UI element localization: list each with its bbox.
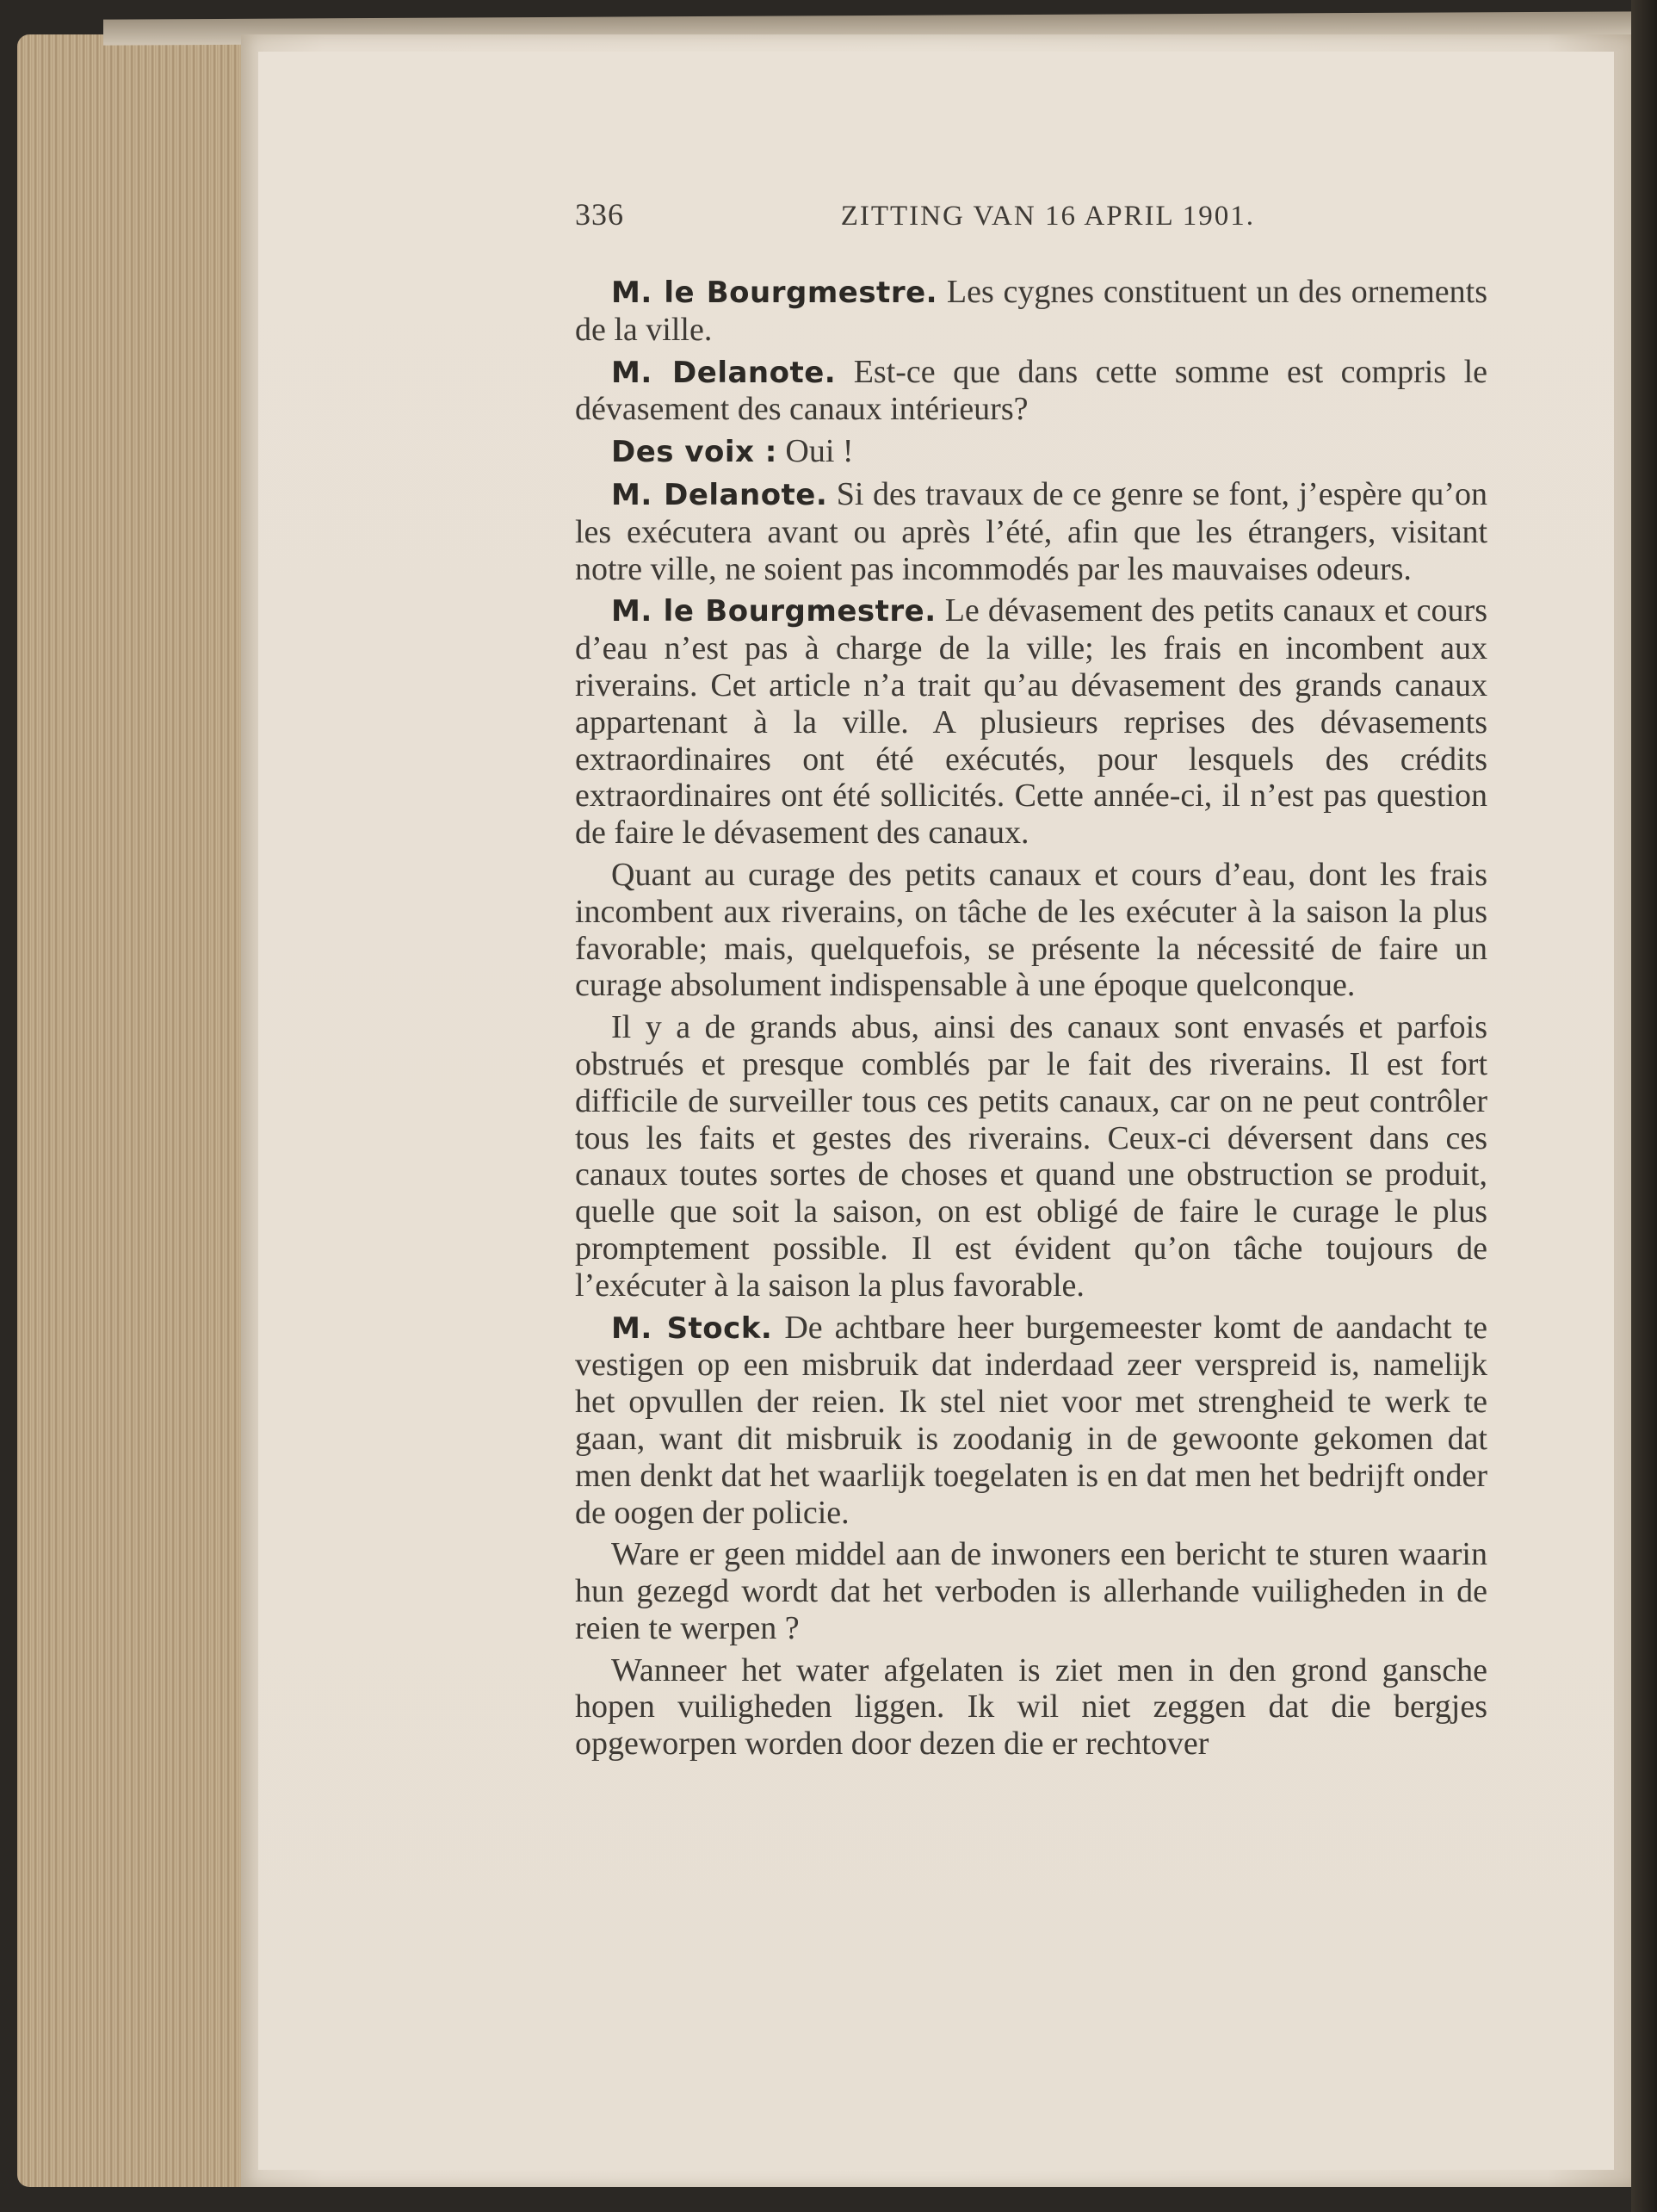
paragraph-3 [575,433,1487,471]
paragraph-text: Oui ! [776,433,854,470]
speaker-label: M. le Bourgmestre. [611,276,938,310]
paragraph-5 [575,592,1487,852]
running-header [575,196,1255,232]
paragraph-text: Si des travaux de ce genre se font, j’espère qu’on les exécutera avant ou après l’été, afin que les étrangers, visitant notre ville, ne soient pas incommodés par les mauvaises odeurs. [575,475,1487,587]
speaker-label: M. le Bourgmestre. [611,594,937,629]
book-page-edges [17,34,275,2187]
paragraph-4 [575,476,1487,587]
paragraph-text: Le dévasement des petits canaux et cours d’eau n’est pas à charge de la ville; les frais en incombent aux riverains. Cet article n’a trait qu’au dévasement des grands canaux appartenant à la ville. A plusieurs reprises des dévasements extraordinaires ont été exécutés, pour lesquels des crédits extraordinaires ont été sollicités. Cette année-ci, il n’est pas question de faire le dévasement des canaux. [575,592,1487,852]
paragraph-text: Quant au curage des petits canaux et cours d’eau, dont les frais incombent aux riverains, on tâche de les exécuter à la saison la plus favorable; mais, quelquefois, se présente la nécessité de faire un curage absolument indispensable à une époque quelconque. [575,856,1487,1004]
speaker-label: M. Stock. [611,1310,773,1346]
paragraph-10 [575,1652,1487,1763]
speaker-label: M. Delanote. [611,477,828,512]
paragraph-1 [575,274,1487,349]
paragraph-text: Wanneer het water afgelaten is ziet men in den grond gansche hopen vuiligheden liggen. Ik wil niet zeggen dat die bergjes opgeworpen worden door dezen die er rechtover [575,1651,1487,1763]
paragraph-text: Il y a de grands abus, ainsi des canaux sont envasés et parfois obstrués et presque comblés par le fait des riverains. Il est fort difficile de surveiller tous ces petits canaux, car on ne peut contrôler tous les faits et gestes des riverains. Ceux-ci déversent dans ces canaux toutes sortes de choses et quand une obstruction se produit, quelle que soit la saison, on est obligé de faire le curage le plus promptement possible. Il est évident qu’on tâche toujours de l’exécuter à la saison la plus favorable. [575,1009,1487,1304]
paragraph-8 [575,1310,1487,1532]
speaker-label: Des voix : [611,435,777,470]
paragraph-2 [575,354,1487,429]
paragraph-7 [575,1009,1487,1304]
paragraph-9 [575,1536,1487,1646]
paragraph-text: Les cygnes constituent un des ornements de la ville. [575,274,1487,348]
paragraph-text: De achtbare heer burgemeester komt de aandacht te vestigen op een misbruik dat inderdaad zeer verspreid is, namelijk het opvullen der reien. Ik stel niet voor met strengheid te werk te gaan, want dit misbruik is zoodanig in de gewoonte gekomen dat men denkt dat het waarlijk toegelaten is en dat men het bedrijft onder de oogen der policie. [575,1309,1487,1531]
speaker-label: M. Delanote. [611,355,837,390]
page-number: 336 [575,197,624,232]
background-strip [1631,0,1657,2212]
paragraph-6 [575,857,1487,1004]
paragraph-text: Ware er geen middel aan de inwoners een bericht te sturen waarin hun gezegd wordt dat het verboden is allerhande vuiligheden in de reien te werpen ? [575,1536,1487,1646]
running-title: ZITTING VAN 16 APRIL 1901. [840,201,1255,232]
page-body [575,274,1487,1768]
paragraph-text: Est-ce que dans cette somme est compris le dévasement des canaux intérieurs? [575,353,1487,428]
